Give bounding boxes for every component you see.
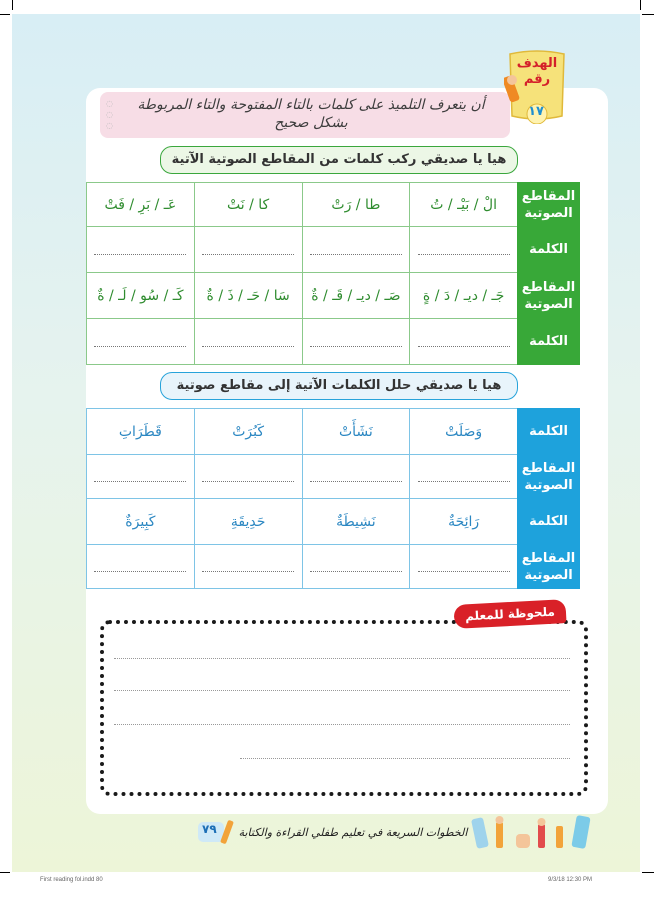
table-row: [87, 409, 580, 455]
table-row: [87, 227, 580, 273]
goal-badge: [504, 50, 570, 124]
answer-cell[interactable]: [302, 545, 410, 589]
syllable-cell: كا / نَتْ: [194, 183, 302, 227]
word-cell: كَبُرَتْ: [194, 409, 302, 455]
crop-mark: [642, 14, 654, 15]
crop-mark: [0, 14, 10, 15]
goal-banner: [100, 92, 510, 138]
word-cell: حَدِيقَةِ: [194, 499, 302, 545]
syllable-cell: كَـ / سُو / لَـ / ةٌ: [87, 273, 195, 319]
table-row: [87, 273, 580, 319]
row-header: المقاطع الصوتية: [518, 273, 580, 319]
table-row: [87, 499, 580, 545]
answer-cell[interactable]: [410, 227, 518, 273]
banner-dots: ◌ ◌ ◌: [106, 99, 113, 130]
row-header: المقاطع الصوتية: [518, 455, 580, 499]
row-header: المقاطع الصوتية: [518, 183, 580, 227]
table-row: [87, 455, 580, 499]
syllable-cell: سَا / حَـ / ذَ / ةٌ: [194, 273, 302, 319]
crop-mark: [640, 0, 641, 10]
word-cell: كَبِيرَةٌ: [87, 499, 195, 545]
print-slug-left: First reading fol.indd 80: [40, 877, 103, 883]
answer-cell[interactable]: [87, 455, 195, 499]
table-row: [87, 545, 580, 589]
footer-title: الخطوات السريعة في تعليم طفلي القراءة والكتابة: [238, 826, 468, 839]
answer-cell[interactable]: [194, 455, 302, 499]
row-header: الكلمة: [518, 409, 580, 455]
row-header: الكلمة: [518, 319, 580, 365]
word-cell: وَصَلَتْ: [410, 409, 518, 455]
answer-cell[interactable]: [410, 319, 518, 365]
note-line: [114, 690, 570, 691]
goal-number: ١٧: [528, 104, 544, 119]
analyze-table: [86, 408, 580, 589]
page-number: ٧٩: [202, 822, 217, 836]
answer-cell[interactable]: [302, 455, 410, 499]
answer-cell[interactable]: [410, 455, 518, 499]
crop-mark: [0, 872, 10, 873]
section2-instruction: هيا يا صديقي حلل الكلمات الآتية إلى مقاطع صوتية: [160, 372, 518, 400]
row-header: الكلمة: [518, 227, 580, 273]
syllable-cell: عَـ / بَرِ / فَتْ: [87, 183, 195, 227]
answer-cell[interactable]: [302, 227, 410, 273]
crop-mark: [642, 872, 654, 873]
row-header: المقاطع الصوتية: [518, 545, 580, 589]
answer-cell[interactable]: [194, 319, 302, 365]
goal-text: أن يتعرف التلميذ على كلمات بالتاء المفتوحة والتاء المربوطة بشكل صحيح: [137, 97, 485, 131]
teacher-note-tag: ملحوظة للمعلم: [453, 599, 566, 629]
answer-cell[interactable]: [87, 319, 195, 365]
word-cell: نَشَأَتْ: [302, 409, 410, 455]
answer-cell[interactable]: [410, 545, 518, 589]
syllable-cell: طا / رَتْ: [302, 183, 410, 227]
answer-cell[interactable]: [87, 227, 195, 273]
note-line: [240, 758, 570, 759]
compose-table: [86, 182, 580, 365]
syllable-cell: الْ / بَيْـ / تُ: [410, 183, 518, 227]
goal-title-line1: الهدف: [516, 56, 558, 71]
syllable-cell: صَـ / ديـ / قَـ / ةٌ: [302, 273, 410, 319]
answer-cell[interactable]: [87, 545, 195, 589]
print-slug-right: 9/3/18 12:30 PM: [548, 877, 593, 883]
goal-title-line2: رقم: [523, 72, 551, 87]
answer-cell[interactable]: [194, 545, 302, 589]
table-row: [87, 319, 580, 365]
note-line: [114, 658, 570, 659]
word-cell: قَطَرَاتِ: [87, 409, 195, 455]
word-cell: نَشِيطَةٌ: [302, 499, 410, 545]
crop-mark: [12, 0, 13, 10]
answer-cell[interactable]: [302, 319, 410, 365]
kids-pencils-icon: [470, 812, 600, 852]
note-line: [114, 724, 570, 725]
table-row: [87, 183, 580, 227]
goal-title: [512, 56, 562, 88]
section1-instruction: هيا يا صديقي ركب كلمات من المقاطع الصوتية الآتية: [160, 146, 518, 174]
syllable-cell: جَـ / ديـ / دَ / ةٍ: [410, 273, 518, 319]
row-header: الكلمة: [518, 499, 580, 545]
teacher-note-box[interactable]: [100, 620, 588, 796]
word-cell: رَائِحَةٌ: [410, 499, 518, 545]
answer-cell[interactable]: [194, 227, 302, 273]
